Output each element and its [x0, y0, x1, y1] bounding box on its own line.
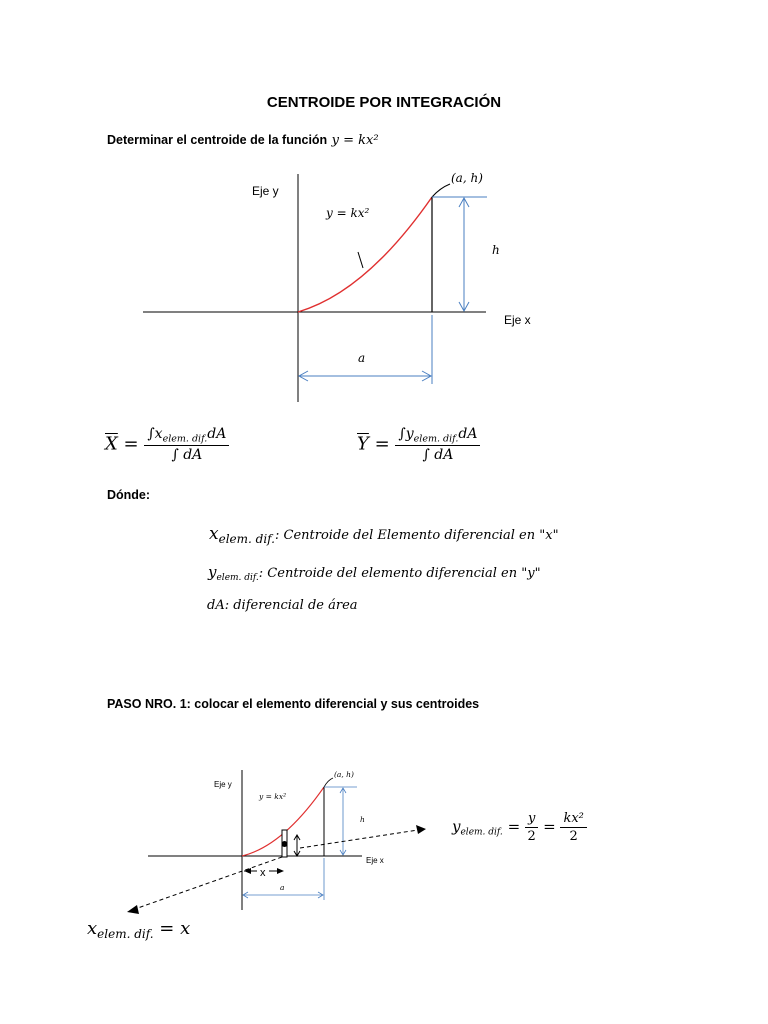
page-title: CENTROIDE POR INTEGRACIÓN	[266, 94, 502, 111]
def-y-sub: elem. dif.	[216, 573, 259, 584]
num-var: x	[154, 426, 163, 442]
integral-sign: ∫	[147, 426, 155, 442]
def-da-var: dA	[207, 598, 225, 613]
equation-x-centroid: $x_{elem. dif.} = x$	[87, 918, 191, 942]
integral-sign: ∫	[398, 426, 406, 442]
def-y-var: y	[208, 563, 217, 581]
def-x-sub: elem. dif.	[218, 532, 275, 547]
eq-y-frac-1-num: y	[525, 811, 538, 828]
height-label: h	[492, 243, 500, 257]
y-axis-label: Eje y	[214, 780, 232, 789]
ybar-numerator	[395, 426, 480, 446]
formula-ybar: $\overline{Y}$ = $\frac{\int y_{elem. dif.}dA}{\int dA}$	[357, 426, 480, 463]
intro-math: y = kx²	[331, 133, 379, 148]
eq-x-rhs: x	[180, 918, 191, 939]
point-label: (a, h)	[451, 171, 483, 185]
intro-line	[107, 131, 379, 149]
formula-xbar: $\overline{X}$ = $\frac{\int x_{elem. dif.}dA}{\int dA}$	[105, 426, 229, 463]
x-distance-arrowhead-right	[277, 868, 284, 874]
eq-y-frac-2-den: 2	[569, 829, 578, 844]
definition-y	[208, 563, 541, 583]
step-1-text: colocar el elemento diferencial y sus centroides	[190, 697, 480, 711]
ybar-symbol: $\overline{Y}$	[357, 433, 369, 455]
def-x-var: x	[209, 524, 219, 544]
width-label: a	[280, 883, 285, 892]
intro-text: Determinar el centroide de la función	[107, 133, 328, 147]
equation-y-centroid: $y_{elem. dif.}$ = $\frac{y}{2}$ = $\frac{\text{kx²}}{2}$	[452, 811, 587, 844]
element-centroid	[282, 841, 288, 847]
eq-y-frac-1-den: 2	[527, 829, 536, 844]
step-1-label: PASO NRO. 1:	[107, 697, 191, 711]
def-y-text: : Centroide del elemento diferencial en "y"	[258, 566, 541, 581]
num-sub: elem. dif.	[413, 433, 459, 445]
curve-label: y = kx²	[259, 792, 287, 801]
eq-x-sub: elem. dif.	[97, 927, 154, 942]
point-leader	[432, 184, 450, 197]
xbar-denominator: ∫ dA	[171, 447, 203, 464]
point-label: (a, h)	[334, 770, 354, 779]
y-leader-arrowhead	[416, 825, 426, 834]
step-1-heading	[107, 697, 479, 711]
height-label: h	[360, 815, 365, 824]
x-axis-label: Eje x	[504, 313, 531, 327]
eq-y-sub: elem. dif.	[460, 827, 503, 838]
curve-leader	[358, 252, 363, 268]
num-tail: dA	[458, 426, 478, 442]
eq-y-frac-2-num: kx²	[560, 811, 586, 828]
where-label: Dónde:	[107, 488, 151, 502]
width-label: a	[358, 351, 366, 365]
ybar-denominator: ∫ dA	[422, 447, 454, 464]
eq-y-frac-2	[560, 811, 586, 844]
y-centroid-leader	[300, 830, 418, 848]
x-leader-arrowhead	[127, 905, 139, 914]
num-var: y	[405, 426, 414, 442]
x-axis-label: Eje x	[366, 856, 384, 865]
y-axis-label: Eje y	[252, 184, 279, 198]
figure-1	[0, 150, 768, 410]
num-tail: dA	[207, 426, 227, 442]
eq-x-var: x	[87, 918, 98, 939]
curve-label: y = kx²	[326, 206, 370, 220]
num-sub: elem. dif.	[162, 433, 208, 445]
xbar-numerator	[144, 426, 229, 446]
def-x-text: : Centroide del Elemento diferencial en "x"	[275, 528, 559, 543]
x-marker-label: x	[260, 867, 266, 879]
definition-x	[209, 524, 559, 546]
eq-y-frac-1	[525, 811, 538, 844]
xbar-symbol: $\overline{X}$	[105, 433, 118, 455]
x-centroid-leader	[135, 857, 285, 909]
definition-da	[207, 598, 358, 613]
eq-y-var: y	[452, 817, 461, 836]
def-da-text: : diferencial de área	[224, 598, 358, 613]
point-leader	[324, 778, 333, 787]
ybar-fraction	[395, 426, 480, 463]
xbar-fraction	[144, 426, 229, 463]
figure-2	[0, 760, 768, 920]
